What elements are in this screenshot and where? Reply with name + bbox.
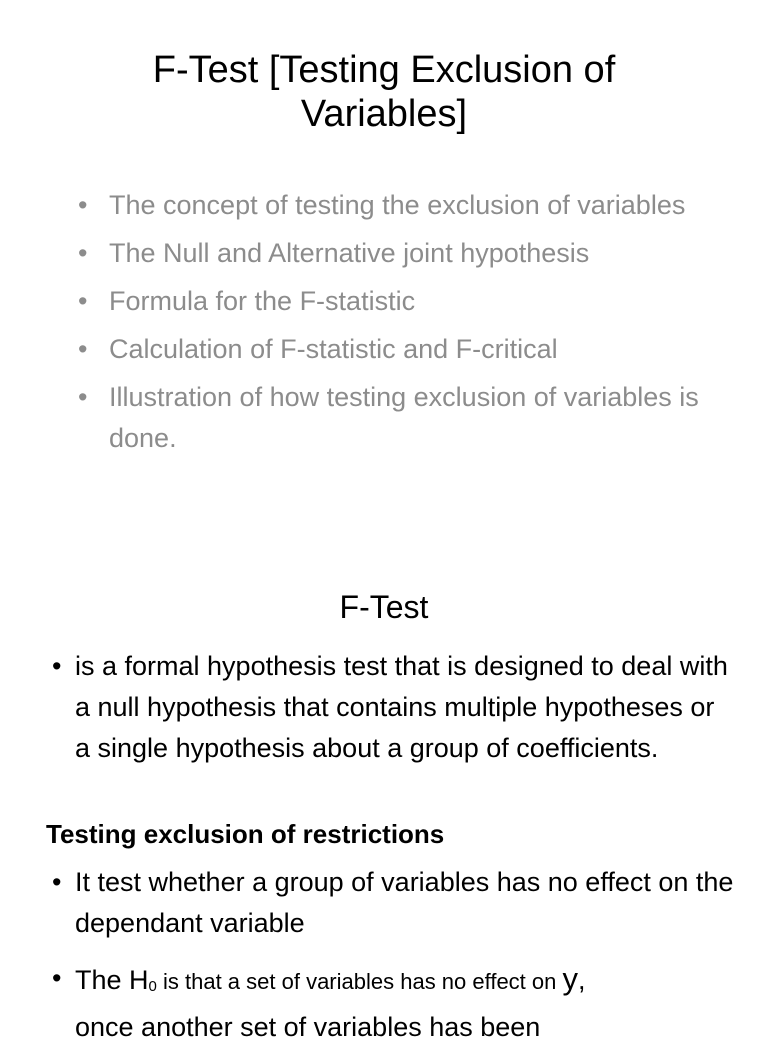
bullet-dot-icon: • bbox=[78, 382, 88, 412]
test-bullet bbox=[44, 862, 734, 944]
slide1-bullet-item bbox=[72, 185, 712, 226]
h0-middle-text: is that a set of variables has no effect on bbox=[156, 969, 563, 994]
h0-prefix: The bbox=[75, 965, 130, 995]
bullet-dot-icon: • bbox=[52, 963, 62, 993]
slide1-bullet-item bbox=[72, 233, 712, 274]
slide1-bullet-text: Illustration of how testing exclusion of variables is done. bbox=[109, 382, 699, 453]
slide1-bullet-text: The Null and Alternative joint hypothesis bbox=[109, 238, 590, 268]
h0-line2: once another set of variables has been bbox=[75, 1012, 541, 1042]
h0-subscript: 0 bbox=[148, 978, 157, 995]
definition-bullet bbox=[44, 646, 734, 769]
bullet-dot-icon: • bbox=[52, 867, 62, 897]
bullet-dot-icon: • bbox=[52, 651, 62, 681]
null-hypothesis-bullet bbox=[44, 958, 734, 1048]
slide1-bullet-item bbox=[72, 377, 712, 459]
bullet-dot-icon: • bbox=[78, 334, 88, 364]
y-symbol: y bbox=[562, 961, 578, 996]
bullet-dot-icon: • bbox=[78, 238, 88, 268]
slide2-title: F-Test bbox=[339, 589, 429, 625]
h0-letter: H bbox=[129, 965, 149, 995]
slide1-bullet-text: Formula for the F-statistic bbox=[109, 286, 416, 316]
definition-text: is a formal hypothesis test that is designed to deal with a null hypothesis that contains multiple hypotheses or a single hypothesis about a group of coefficients. bbox=[75, 651, 728, 763]
slide1-title-line2: Variables] bbox=[300, 93, 468, 135]
test-bullet-text: It test whether a group of variables has no effect on the dependant variable bbox=[75, 867, 734, 938]
slide1-title bbox=[84, 48, 684, 136]
h0-tail: , bbox=[578, 965, 586, 995]
slide1-bullet-list bbox=[72, 185, 712, 466]
bullet-dot-icon: • bbox=[78, 190, 88, 220]
bullet-dot-icon: • bbox=[78, 286, 88, 316]
section-subheading: Testing exclusion of restrictions bbox=[46, 819, 445, 849]
slide1-bullet-item bbox=[72, 281, 712, 322]
slide1-bullet-item bbox=[72, 329, 712, 370]
slide1-bullet-text: Calculation of F-statistic and F-critical bbox=[109, 334, 558, 364]
slide1-bullet-text: The concept of testing the exclusion of variables bbox=[109, 190, 686, 220]
slide1-title-line1: F-Test [Testing Exclusion of bbox=[152, 49, 616, 91]
